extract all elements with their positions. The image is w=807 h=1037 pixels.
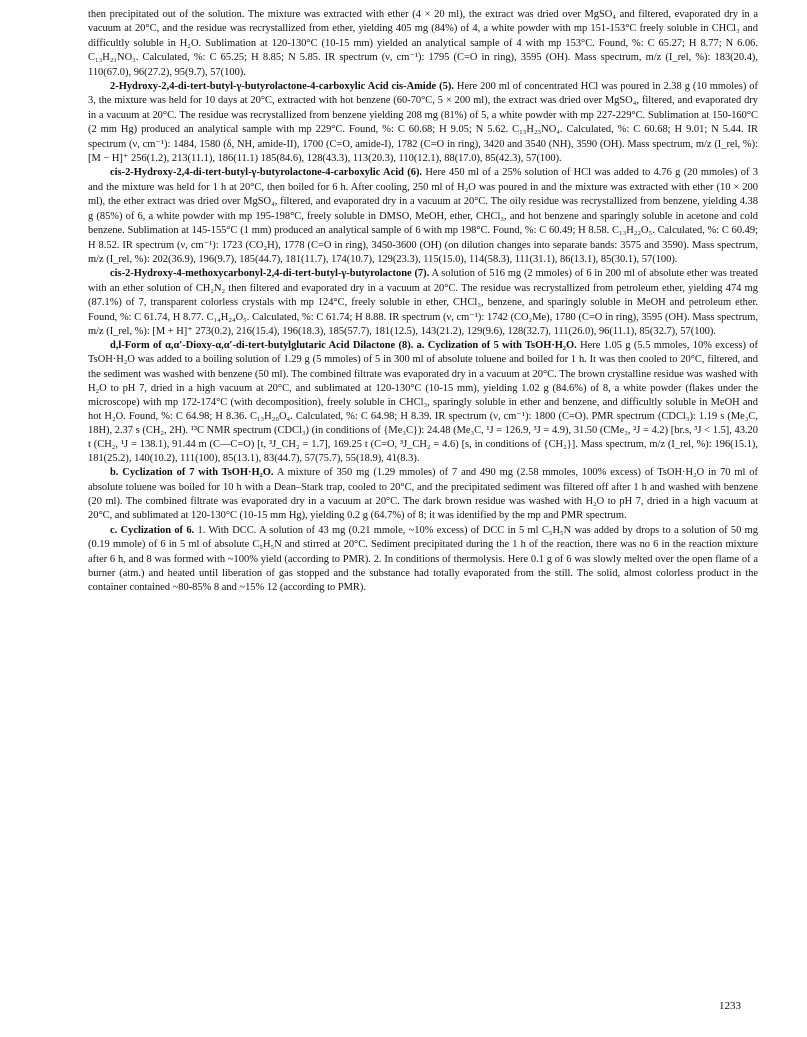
paragraph-compound-8a	[88, 339, 758, 466]
section-heading: cis-2-Hydroxy-4-methoxycarbonyl-2,4-di-tert-butyl-γ-butyrolactone (7).	[110, 268, 430, 280]
section-heading: 2-Hydroxy-2,4-di-tert-butyl-γ-butyrolactone-4-carboxylic Acid cis-Amide (5).	[110, 81, 454, 93]
paragraph-text: Here 200 ml of concentrated HCl was poured in 2.38 g (10 mmoles) of 3, the mixture was held for 10 days at 20°C, extracted with hot benzene (60-70°C, 5 × 200 ml), the extract was dried over MgSO₄, filtered, and evaporated dry in a vacuum at 20°C. The residue was recrystallized from benzene yielding 208 mg (81%) of 5, a white powder with mp 227-229°C. Sublimation at 150-160°C (2 mm Hg) produced an analytical sample with mp 229°C. Found, %: C 60.68; H 9.05; N 5.62. C₁₃H₂₃NO₄. Calculated, %: C 60.68; H 9.01; N 5.44. IR spectrum (ν, cm⁻¹): 1484, 1580 (δ, NH, amide-II), 1700 (C=O, amide-I), 1782 (C=O in ring), 3420 and 3540 (NH), 3590 (OH). Mass spectrum, m/z (I_rel, %): [M − H]⁺ 256(1.2), 213(11.1), 186(11.1) 185(84.6), 128(43.3), 113(20.3), 110(12.1), 88(17.0), 85(42.3), 57(100).	[88, 81, 758, 165]
paragraph-text: 1. With DCC. A solution of 43 mg (0.21 mmole, ~10% excess) of DCC in 5 ml C₅H₅N was added by drops to a solution of 50 mg (0.19 mmole) of 6 in 5 ml of absolute C₅H₅N and stirred at 20°C. Sediment precipitated during the 1 h of the reaction, there was no 6 in the reaction mixture after 6 h, and 8 was formed with ~100% yield (according to PMR). 2. In conditions of thermolysis. Here 0.1 g of 6 was slowly melted over the open flame of a burner (atm.) and heated until liberation of gas stopped and the substance had totally evaporated from the still. The solid, almost colorless product in the container contained ~80-85% 8 and ~15% 12 (according to PMR).	[88, 524, 758, 594]
paragraph-compound-7	[88, 267, 758, 339]
section-heading: d,l-Form of α,α′-Dioxy-α,α′-di-tert-butylglutaric Acid Dilactone (8). a. Cyclization of 5 with TsOH·H₂O.	[110, 340, 577, 352]
paragraph-text: Here 450 ml of a 25% solution of HCl was added to 4.76 g (20 mmoles) of 3 and the mixture was held for 1 h at 20°C, then boiled for 6 h. After cooling, 250 ml of H₂O was poured in and the mixture was extracted with ether (10 × 200 ml), the ether extract was dried over MgSO₄, filtered, and evaporated dry in a vacuum at 20°C. The oily residue was recrystallized from benzene, yielding 4.38 g (85%) of 6, a white powder with mp 195-198°C, freely soluble in DMSO, MeOH, ether, CHCl₃, and hot benzene and sparingly soluble in acetone and cold benzene. Sublimation at 145-155°C (1 mm) produced an analytical sample of 6 with mp 198°C. Found, %: C 60.49; H 8.58. C₁₃H₂₂O₅. Calculated, %: C 60.49; H 8.52. IR spectrum (ν, cm⁻¹): 1723 (CO₂H), 1778 (C=O in ring), 3450-3600 (OH) (on dilution changes into separate bands: 3575 and 3590). Mass spectrum, m/z (I_rel, %): 202(36.9), 196(9.7), 185(44.7), 181(11.7), 174(10.7), 129(23.3), 115(15.0), 114(58.3), 111(31.1), 86(13.1), 85(30.1), 57(100).	[88, 167, 758, 265]
paragraph-compound-5	[88, 80, 758, 166]
paragraph-text: A solution of 516 mg (2 mmoles) of 6 in 200 ml of absolute ether was treated with an ether solution of CH₂N₂ then filtered and evaporated dry in a vacuum at 20°C. The residue was recrystallized from petroleum ether, yielding 474 mg (87.1%) of 7, transparent colorless crystals with mp 124°C, freely soluble in ether, CHCl₃, benzene, and sparingly soluble in MeOH and petroleum ether. Found, %: C 61.74, H 8.77. C₁₄H₂₄O₅. Calculated, %: C 61.74; H 8.88. IR spectrum (ν, cm⁻¹): 1742 (CO₂Me), 1780 (C=O in ring), 3595 (OH). Mass spectrum, m/z (I_rel, %): [M + H]⁺ 273(0.2), 216(15.4), 196(18.3), 185(57.7), 181(12.5), 143(21.2), 129(9.6), 128(32.7), 111(26.0), 96(11.1), 85(32.7), 57(100).	[88, 268, 758, 337]
page-number: 1233	[719, 1000, 741, 1012]
article-body	[88, 8, 758, 596]
section-heading: cis-2-Hydroxy-2,4-di-tert-butyl-γ-butyrolactone-4-carboxylic Acid (6).	[110, 167, 423, 179]
paragraph-text: A mixture of 350 mg (1.29 mmoles) of 7 and 490 mg (2.58 mmoles, 100% excess) of TsOH·H₂O in 70 ml of absolute toluene was boiled for 10 h with a Dean–Stark trap, cooled to 20°C, and the precipitated sediment was filtered off after 1 h and washed with benzene (20 ml). The combined filtrate was evaporated dry in a vacuum at 20°C. The dark brown residue was washed with H₂O to pH 7, dried in a high vacuum at 20°C, and sublimated at 120-130°C (10-15 mm Hg), yielding 0.2 g (64.7%) of 8; it was identified by the mp and PMR spectrum.	[88, 467, 758, 522]
paragraph-compound-6	[88, 166, 758, 267]
section-heading: b. Cyclization of 7 with TsOH·H₂O.	[110, 467, 274, 479]
section-heading: c. Cyclization of 6.	[110, 524, 195, 536]
paragraph-text: then precipitated out of the solution. The mixture was extracted with ether (4 × 20 ml), the extract was dried over MgSO₄ and filtered, evaporated dry in a vacuum at 20°C, and the residue was recrystallized from ether, yielding 405 mg (84%) of 4, a white powder with mp 151-153°C freely soluble in CHCl₃ and difficultly soluble in H₂O. Sublimation at 120-130°C (10-15 mm) yielded an analytical sample of 4 with mp 153°C. Found, %: C 65.27; H 8.77; N 6.06. C₁₃H₂₁NO₃. Calculated, %: C 65.25; H 8.85; N 5.85. IR spectrum (ν, cm⁻¹): 1795 (C=O in ring), 3595 (OH). Mass spectrum, m/z (I_rel, %): 183(20.4), 110(67.0), 96(27.2), 95(9.7), 57(100).	[88, 9, 758, 78]
paragraph-compound-8c	[88, 524, 758, 596]
paragraph-compound-8b	[88, 466, 758, 524]
paragraph-compound-4-continued	[88, 8, 758, 80]
paragraph-text: Here 1.05 g (5.5 mmoles, 10% excess) of TsOH·H₂O was added to a boiling solution of 1.29 g (5 mmoles) of 5 in 300 ml of absolute toluene and boiled for 1 h. It was then cooled to 20°C, filtered, and the sediment was washed with benzene (50 ml). The combined filtrate was evaporated dry in a vacuum at 20°C. The brown crystalline residue was washed with H₂O to pH 7, dried in a high vacuum at 20°C, and sublimated at 120-130°C (10-15 mm), yielding 1.02 g (84.6%) of 8, a white powder (flakes under the microscope) with mp 172-174°C (with decomposition), freely soluble in CHCl₃, sparingly soluble in ether and benzene, and difficultly soluble in MeOH and hot H₂O. Found, %: C 64.98; H 8.36. C₁₃H₂₀O₄. Calculated, %: C 64.98; H 8.39. IR spectrum (ν, cm⁻¹): 1800 (C=O). PMR spectrum (CDCl₃): 1.19 s (Me₃C, 18H), 2.37 s (CH₂, 2H). ¹³C NMR spectrum (CDCl₃) (in conditions of {Me₃C}): 24.48 (Me₃C, ¹J = 126.9, ³J = 4.9), 31.50 (CMe₃, ²J = 4.2) [br.s, ³J < 1.5], 43.20 t (CH₂, ¹J = 138.1), 91.44 m (C—C=O) [t, ³J_CH₂ = 1.7], 169.25 t (C=O, ³J_CH₂ = 4.6) [s, in conditions of {CH₂}]. Mass spectrum, m/z (I_rel, %): 196(15.1), 181(25.2), 140(10.2), 111(100), 85(13.1), 83(44.7), 57(75.7), 55(18.9), 41(8.3).	[88, 340, 759, 465]
